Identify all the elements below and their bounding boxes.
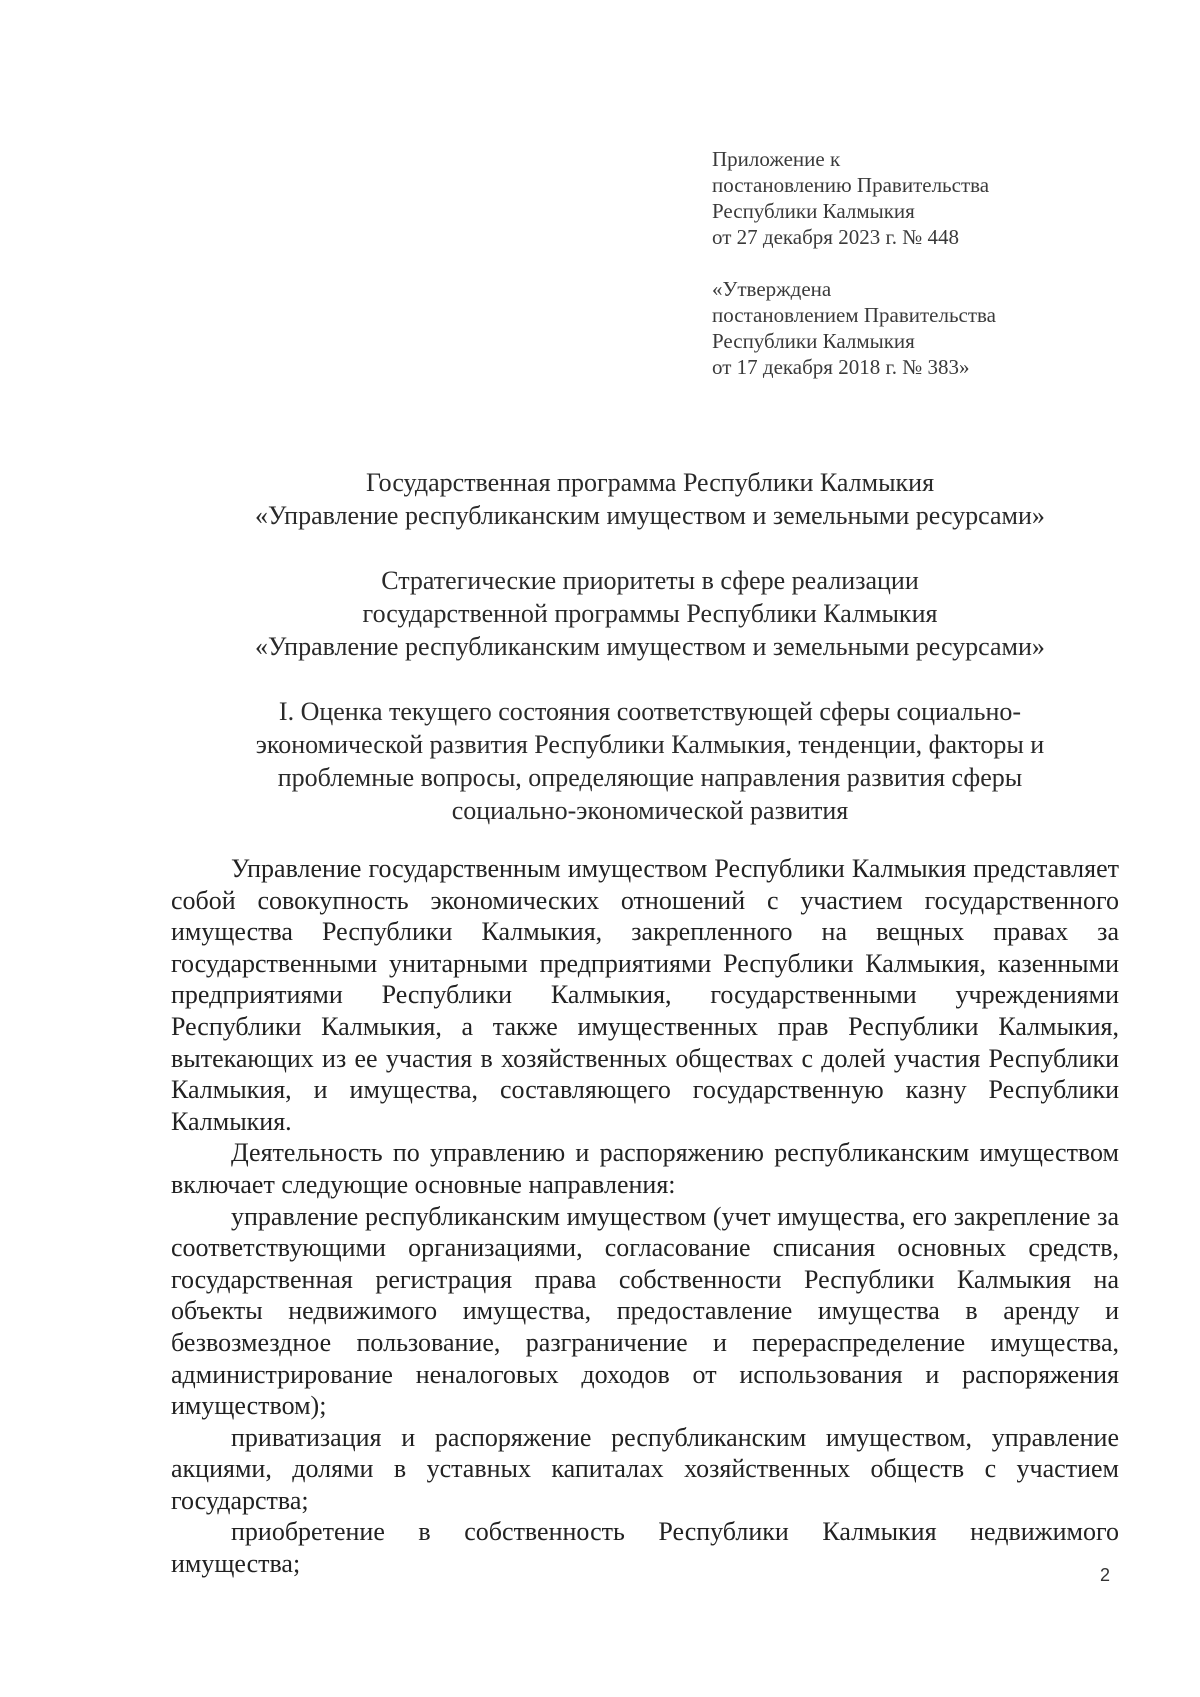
- approval-line: «Утверждена: [712, 277, 832, 301]
- paragraph: приватизация и распоряжение республиканским имуществом, управление акциями, долями в уставных капиталах хозяйственных обществ с участием государства;: [171, 1422, 1119, 1515]
- priorities-title-line: Стратегические приоритеты в сфере реализации: [381, 566, 919, 595]
- section-heading-line: экономической развития Республики Калмыкия, тенденции, факторы и: [255, 730, 1045, 759]
- paragraph: Управление государственным имуществом Республики Калмыкия представляет собой совокупность экономических отношений с участием государственного имущества Республики Калмыкия, закрепленного на вещных правах за государственными унитарными предприятиями Республики Калмыкия, казенными предприятиями Республики Калмыкия, государственными учреждениями Республики Калмыкия, а также имущественных прав Республики Калмыкия, вытекающих из ее участия в хозяйственных обществах с долей участия Республики Калмыкия, и имущества, составляющего государственную казну Республики Калмыкия.: [171, 854, 1119, 1136]
- paragraph: приобретение в собственность Республики Калмыкия недвижимого имущества;: [171, 1517, 1119, 1579]
- paragraph: Деятельность по управлению и распоряжению республиканским имуществом включает следующие основные направления:: [171, 1138, 1119, 1199]
- priorities-title-line: «Управление республиканским имуществом и земельными ресурсами»: [255, 632, 1045, 661]
- priorities-title-line: государственной программы Республики Калмыкия: [362, 599, 938, 628]
- appendix-line: от 27 декабря 2023 г. № 448: [712, 225, 959, 249]
- section-heading-line: проблемные вопросы, определяющие направления развития сферы: [277, 763, 1023, 792]
- approval-reference: [712, 276, 996, 380]
- priorities-title: [150, 564, 1150, 663]
- document-titles: [150, 466, 1150, 859]
- appendix-line: постановлению Правительства: [712, 173, 990, 197]
- appendix-reference: [712, 146, 996, 380]
- approval-line: постановлением Правительства: [712, 303, 997, 327]
- appendix-line: Приложение к: [712, 147, 841, 171]
- approval-line: от 17 декабря 2018 г. № 383»: [712, 355, 970, 379]
- page-number: 2: [1100, 1565, 1111, 1585]
- approval-line: Республики Калмыкия: [712, 329, 915, 353]
- appendix-line: Республики Калмыкия: [712, 199, 915, 223]
- program-title-line: Государственная программа Республики Калмыкия: [365, 468, 935, 497]
- body-text: [171, 853, 1119, 1580]
- paragraph: управление республиканским имуществом (учет имущества, его закрепление за соответствующими организациями, согласование списания основных средств, государственная регистрация права собственности Республики Калмыкия на объекты недвижимого имущества, предоставление имущества в аренду и безвозмездное пользование, разграничение и перераспределение имущества, администрирование неналоговых доходов от использования и распоряжения имуществом);: [171, 1201, 1119, 1421]
- program-title-line: «Управление республиканским имуществом и земельными ресурсами»: [255, 501, 1045, 530]
- section-heading-line: социально-экономической развития: [451, 796, 849, 825]
- section-heading: [150, 695, 1150, 827]
- section-heading-line: I. Оценка текущего состояния соответствующей сферы социально-: [278, 697, 1022, 726]
- program-title: [150, 466, 1150, 532]
